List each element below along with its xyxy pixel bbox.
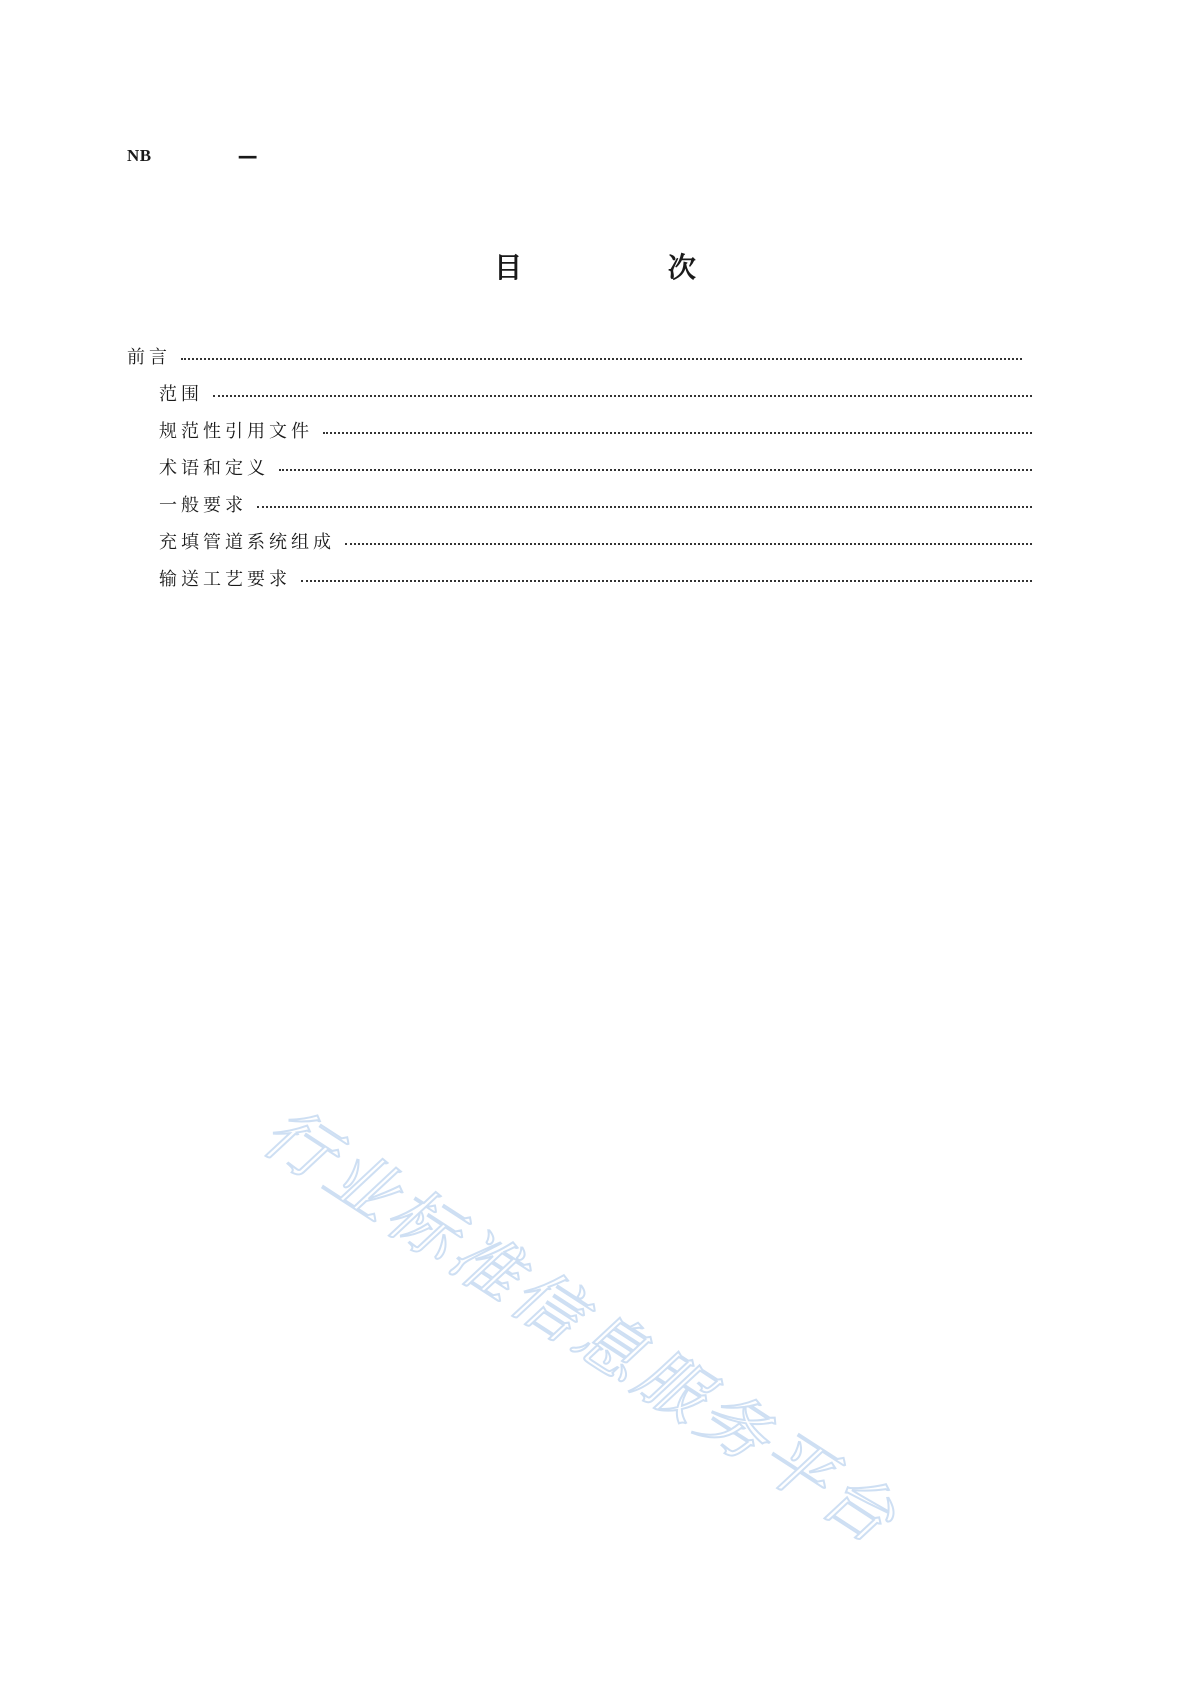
- toc-entry-label: 充填管道系统组成: [159, 532, 335, 553]
- toc-dot-leader: [323, 431, 1032, 434]
- toc-dot-leader: [279, 468, 1032, 471]
- standard-code: NB: [127, 146, 152, 165]
- toc-entry-foreword[interactable]: [127, 343, 1032, 380]
- toc-dot-leader: [257, 505, 1032, 508]
- toc-dot-leader: [213, 394, 1032, 397]
- toc-entry-label: 一般要求: [159, 495, 247, 516]
- toc-title: 目 次: [494, 251, 764, 284]
- toc-dot-leader: [345, 542, 1032, 545]
- toc-entry-terms-definitions[interactable]: [127, 454, 1032, 491]
- toc-dot-leader: [181, 357, 1022, 360]
- watermark-text: 行业标准信息服务平台: [248, 1092, 913, 1562]
- toc-entry-label: 前言: [127, 347, 171, 368]
- standard-header: [127, 144, 258, 168]
- toc-entry-label: 术语和定义: [159, 458, 269, 479]
- toc-entry-normative-references[interactable]: [127, 417, 1032, 454]
- toc-entry-label: 输送工艺要求: [159, 569, 291, 590]
- table-of-contents: [127, 343, 1032, 602]
- toc-entry-general-requirements[interactable]: [127, 491, 1032, 528]
- toc-entry-scope[interactable]: [127, 380, 1032, 417]
- standard-number-dash: —: [237, 144, 258, 168]
- toc-dot-leader: [301, 579, 1032, 582]
- toc-entry-system-composition[interactable]: [127, 528, 1032, 565]
- toc-entry-transport-process[interactable]: [127, 565, 1032, 602]
- toc-entry-label: 范围: [159, 384, 203, 405]
- toc-entry-label: 规范性引用文件: [159, 421, 313, 442]
